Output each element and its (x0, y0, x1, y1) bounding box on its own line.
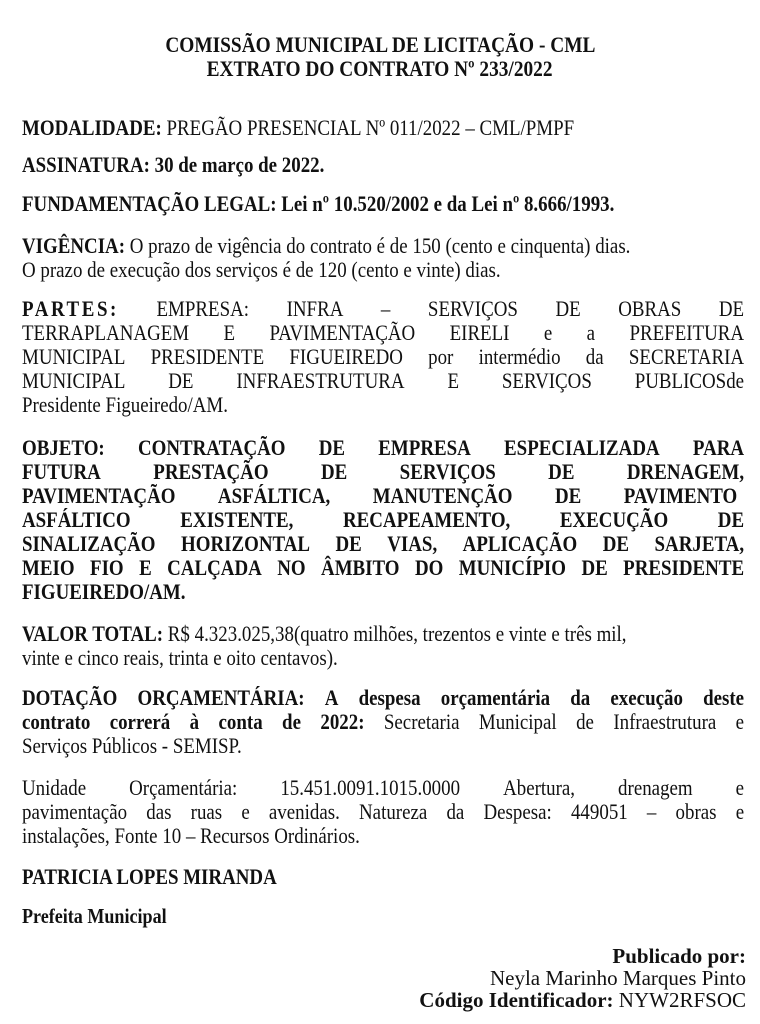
word: Unidade (22, 775, 87, 800)
code-label: Código Identificador: (419, 988, 614, 1012)
objeto-line (22, 484, 744, 508)
modalidade-label: MODALIDADE: (22, 115, 162, 140)
word: e (735, 775, 745, 800)
word: PRESTAÇÃO (153, 459, 269, 484)
unidade-section (22, 776, 744, 848)
publisher-name: Neyla Marinho Marques Pinto (489, 966, 746, 990)
dotacao-line (22, 710, 744, 734)
signatory-role: Prefeita Municipal (22, 904, 167, 928)
modalidade-value: PREGÃO PRESENCIAL Nº 011/2022 – CML/PMPF (166, 115, 575, 140)
word: DE (554, 483, 582, 508)
word: E (223, 320, 236, 345)
word: PRESIDENTE (150, 344, 265, 369)
word: EMPRESA: (156, 296, 250, 321)
word: A (324, 685, 339, 710)
word: DOTAÇÃO (22, 685, 118, 710)
vigencia-line-2: O prazo de execução dos serviços é de 120 (cento e vinte) dias. (22, 257, 501, 282)
code-value: NYW2RFSOC (618, 988, 746, 1012)
word: MEIO (22, 555, 75, 580)
word: CALÇADA (167, 555, 262, 580)
word: 449051 (570, 799, 628, 824)
objeto-line (22, 580, 744, 604)
modalidade-section (22, 116, 744, 140)
word: da (446, 799, 465, 824)
word: intermédio (478, 344, 561, 369)
word: despesa (358, 685, 421, 710)
objeto-line (22, 460, 744, 484)
word: NO (277, 555, 306, 580)
word: VIAS, (387, 531, 438, 556)
word: INFRA (286, 296, 344, 321)
word: PAVIMENTAÇÃO (269, 320, 416, 345)
objeto-line (22, 532, 744, 556)
word: FIGUEIREDO/AM. (22, 579, 186, 604)
valor-section (22, 622, 744, 670)
word: DE (320, 459, 348, 484)
word: instalações, Fonte 10 – Recursos Ordinários. (22, 823, 360, 848)
fundamentacao-label: FUNDAMENTAÇÃO LEGAL: (22, 191, 277, 216)
word: da (570, 685, 591, 710)
word: DE (717, 507, 745, 532)
header-line-1: COMISSÃO MUNICIPAL DE LICITAÇÃO - CML (164, 32, 596, 57)
word: Presidente Figueiredo/AM. (22, 392, 228, 417)
word: contrato (22, 709, 91, 734)
valor-label: VALOR TOTAL: (22, 621, 164, 646)
valor-line-2: vinte e cinco reais, trinta e oito centavos). (22, 645, 338, 670)
word: avenidas. (268, 799, 340, 824)
word: orçamentária (440, 685, 551, 710)
word: deste (703, 685, 745, 710)
vigencia-label: VIGÊNCIA: (22, 233, 126, 258)
word: E (447, 368, 460, 393)
publication-footer (419, 945, 746, 1011)
word: DO (414, 555, 444, 580)
word: drenagem (618, 775, 693, 800)
header-line-2: EXTRATO DO CONTRATO Nº 233/2022 (207, 56, 553, 81)
word: FIGUEIREDO (289, 344, 403, 369)
fundamentacao-section (22, 192, 744, 216)
word: MUNICÍPIO (458, 555, 567, 580)
word: FUTURA (22, 459, 101, 484)
vigencia-line-1: O prazo de vigência do contrato é de 150 (cento e cinquenta) dias. (129, 233, 631, 258)
word: APLICAÇÃO (462, 531, 578, 556)
word: ESPECIALIZADA (504, 435, 660, 460)
word: pavimentação (22, 799, 128, 824)
word: ruas (190, 799, 223, 824)
word: – (380, 296, 391, 321)
word: SECRETARIA (628, 344, 745, 369)
word: FIO (90, 555, 124, 580)
word: Despesa: (483, 799, 552, 824)
word: SERVIÇOS (501, 368, 592, 393)
word: e (543, 320, 553, 345)
word: EXECUÇÃO (559, 507, 669, 532)
word: PAVIMENTO (623, 483, 738, 508)
word: DE (548, 459, 575, 484)
word: MUNICIPAL (22, 368, 126, 393)
objeto-line (22, 508, 744, 532)
word: OBJETO: (22, 435, 105, 460)
word: 2022: (320, 709, 365, 734)
valor-line-1: R$ 4.323.025,38(quatro milhões, trezentos e vinte e três mil, (167, 621, 627, 646)
partes-line (22, 369, 744, 393)
word: – (646, 799, 657, 824)
header-extract-title (0, 57, 760, 81)
word: Natureza (359, 799, 428, 824)
word: E (139, 555, 152, 580)
word: Orçamentária: (129, 775, 238, 800)
signatory-name: PATRICIA LOPES MIRANDA (22, 864, 277, 889)
word: por (428, 344, 454, 369)
word: e (241, 799, 250, 824)
word: da (585, 344, 604, 369)
partes-line (22, 297, 744, 321)
partes-label: PARTES: (22, 296, 119, 321)
word: Abertura, (503, 775, 576, 800)
unidade-line (22, 800, 744, 824)
word: obras (675, 799, 717, 824)
header-commission (0, 33, 760, 57)
word: SERVIÇOS (427, 296, 518, 321)
word: MANUTENÇÃO (372, 483, 513, 508)
word: Municipal (478, 709, 557, 734)
partes-section (22, 297, 744, 417)
word: PUBLICOSde (634, 368, 745, 393)
word: DE (555, 296, 581, 321)
signature-role-section (22, 904, 744, 928)
word: SINALIZAÇÃO (22, 531, 156, 556)
word: correrá (109, 709, 171, 734)
vigencia-section (22, 234, 744, 282)
word: ÂMBITO (321, 555, 400, 580)
fundamentacao-value: Lei nº 10.520/2002 e da Lei nº 8.666/1993. (281, 191, 615, 216)
assinatura-text: ASSINATURA: 30 de março de 2022. (22, 152, 325, 177)
word: 15.451.0091.1015.0000 (280, 775, 461, 800)
word: DE (602, 531, 630, 556)
word: DRENAGEM, (626, 459, 745, 484)
word: DE (335, 531, 362, 556)
word: RECAPEAMENTO, (342, 507, 511, 532)
word: e (735, 709, 745, 734)
word: PREFEITURA (629, 320, 745, 345)
partes-line (22, 321, 744, 345)
word: DE (718, 296, 745, 321)
word: e (735, 799, 745, 824)
objeto-line (22, 436, 744, 460)
word: de (576, 709, 594, 734)
objeto-section (22, 436, 744, 604)
dotacao-section (22, 686, 744, 758)
unidade-line (22, 824, 744, 848)
dotacao-line (22, 686, 744, 710)
word: EIRELI (449, 320, 510, 345)
partes-line (22, 345, 744, 369)
word: OBRAS (618, 296, 682, 321)
word: DE (168, 368, 194, 393)
word: CONTRATAÇÃO (137, 435, 286, 460)
word: DE (581, 555, 608, 580)
word: das (146, 799, 172, 824)
word: Secretaria (383, 709, 460, 734)
word: PRESIDENTE (623, 555, 745, 580)
word: ASFÁLTICO (22, 507, 131, 532)
word: TERRAPLANAGEM (22, 320, 190, 345)
word: INFRAESTRUTURA (236, 368, 405, 393)
word: SERVIÇOS (399, 459, 496, 484)
word: execução (610, 685, 683, 710)
word: Serviços Públicos - SEMISP. (22, 733, 242, 758)
word: PARA (692, 435, 745, 460)
word: à (189, 709, 200, 734)
word: MUNICIPAL (22, 344, 126, 369)
word: ASFÁLTICA, (217, 483, 331, 508)
word: conta (218, 709, 263, 734)
word: ORÇAMENTÁRIA: (137, 685, 305, 710)
word: a (586, 320, 596, 345)
dotacao-line (22, 734, 744, 758)
word: Infraestrutura (613, 709, 717, 734)
word: EXISTENTE, (180, 507, 294, 532)
objeto-line (22, 556, 744, 580)
assinatura-section (22, 153, 744, 177)
partes-line (22, 393, 744, 417)
word: SARJETA, (654, 531, 745, 556)
unidade-line (22, 776, 744, 800)
word: PAVIMENTAÇÃO (22, 483, 176, 508)
word: DE (318, 435, 346, 460)
word: EMPRESA (378, 435, 471, 460)
signature-section (22, 865, 744, 889)
published-by-label: Publicado por: (612, 944, 746, 968)
word: de (282, 709, 301, 734)
word: HORIZONTAL (181, 531, 310, 556)
